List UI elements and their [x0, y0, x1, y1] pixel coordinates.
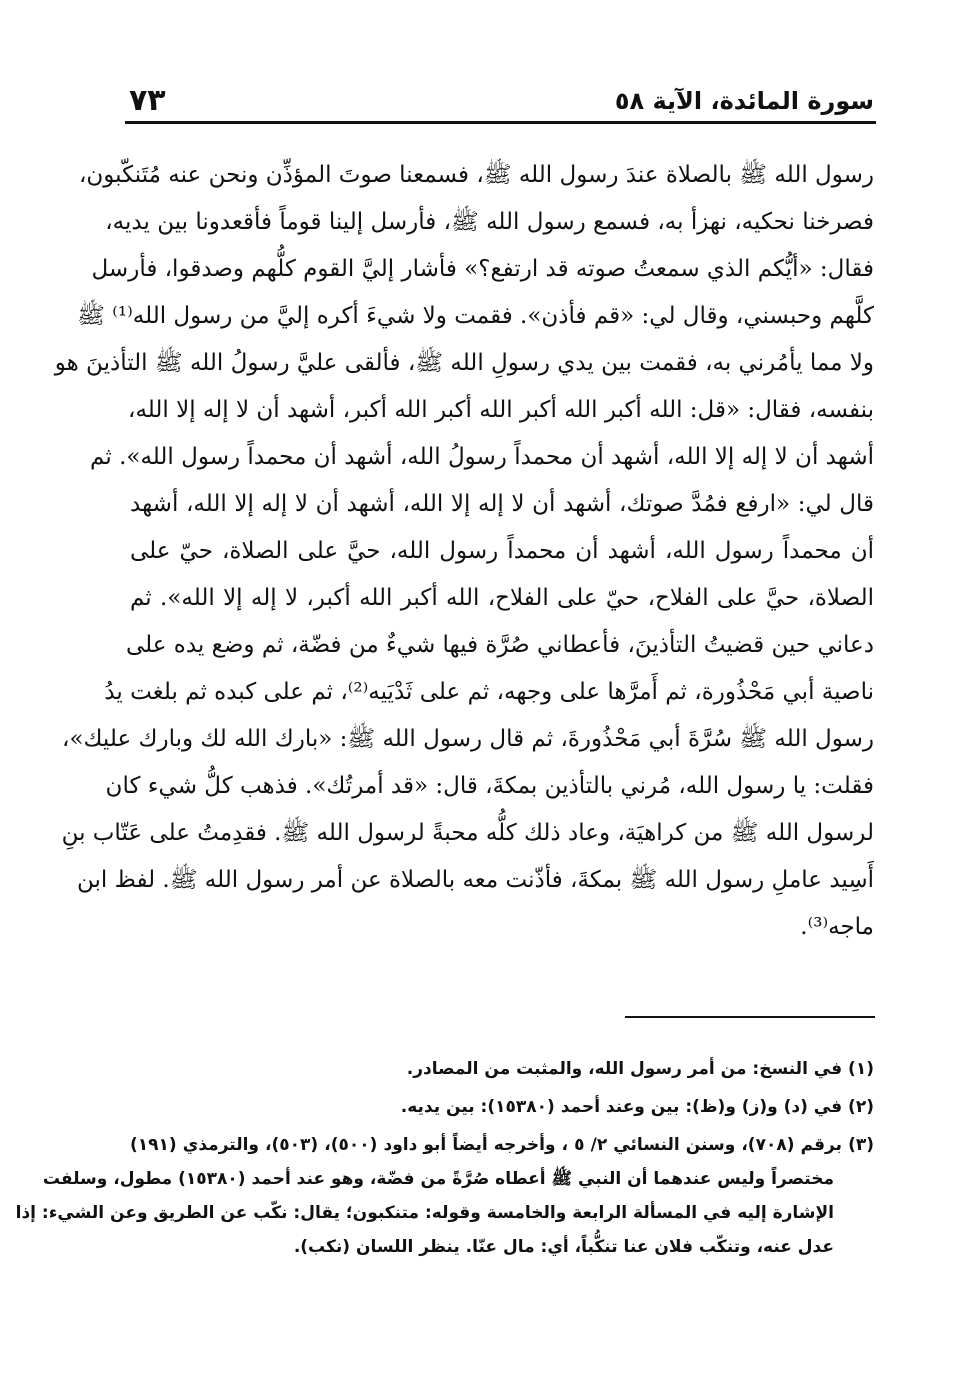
- page-header: [125, 78, 876, 124]
- text-line: رسول الله ﷺ سُرَّةَ أبي مَحْذُورةَ، ثم قال رسول الله ﷺ: «بارك الله لك وبارك عليك»،: [62, 726, 874, 752]
- text-line: بنفسه، فقال: «قل: الله أكبر الله أكبر الله أكبر الله أكبر، أشهد أن لا إله إلا الله،: [128, 397, 874, 423]
- text-line: أَسِيد عاملِ رسول الله ﷺ بمكةَ، فأذّنت معه بالصلاة عن أمر رسول الله ﷺ. لفظ ابن: [77, 867, 874, 893]
- text-line: أن محمداً رسول الله، أشهد أن محمداً رسول الله، حيَّ على الصلاة، حيّ على: [130, 538, 874, 564]
- footnote-1: (١) في النسخ: من أمر رسول الله، والمثبت من المصادر.: [406, 1059, 874, 1079]
- text-line: الصلاة، حيَّ على الفلاح، حيّ على الفلاح، الله أكبر الله أكبر، لا إله إلا الله». ثم: [130, 585, 874, 611]
- footnote-2: (٢) في (د) و(ز) و(ظ): بين وعند أحمد (١٥٣٨٠): بين يديه.: [400, 1097, 874, 1117]
- footnote-separator: [625, 1016, 875, 1018]
- text-line: فقلت: يا رسول الله، مُرني بالتأذين بمكةَ، قال: «قد أمرتُك». فذهب كلُّ شيء كان: [105, 773, 874, 799]
- text-line: فقال: «أيُّكم الذي سمعتُ صوته قد ارتفع؟» فأشار إليَّ القوم كلُّهم وصدقوا، فأرسل: [91, 256, 874, 282]
- text-line: ماجه⁽³⁾.: [800, 914, 874, 940]
- header-rule: [125, 121, 876, 124]
- text-line: لرسول الله ﷺ من كراهيَة، وعاد ذلك كلُّه محبةً لرسول الله ﷺ. فقدِمتُ على عَتّاب بنِ: [61, 820, 874, 846]
- page-number: ٧٣: [129, 83, 166, 118]
- main-text: [54, 152, 874, 951]
- text-line: رسول الله ﷺ بالصلاة عندَ رسول الله ﷺ، فسمعنا صوتَ المؤذِّن ونحن عنه مُتَنكّبون،: [78, 162, 874, 188]
- footnotes: [15, 1052, 875, 1264]
- text-line: كلَّهم وحبسني، وقال لي: «قم فأذن». فقمت ولا شيءَ أكره إليَّ من رسول الله⁽¹⁾ ﷺ: [77, 303, 874, 329]
- text-line: دعاني حين قضيتُ التأذينَ، فأعطاني صُرَّة فيها شيءٌ من فضّة، ثم وضع يده على: [125, 632, 874, 658]
- text-line: ناصية أبي مَحْذُورة، ثم أَمرَّها على وجهه، ثم على ثَدْيَيه⁽²⁾، ثم على كبده ثم بلغت يدُ: [104, 679, 874, 705]
- footnote-3-continuation: مختصراً وليس عندهما أن النبي ﷺ أعطاه صُرَّةً من فضّة، وهو عند أحمد (١٥٣٨٠) مطول، وسلفت: [42, 1169, 834, 1189]
- text-line: ولا مما يأمُرني به، فقمت بين يدي رسولِ الله ﷺ، فألقى عليَّ رسولُ الله ﷺ التأذينَ هو: [54, 350, 874, 376]
- text-line: أشهد أن لا إله إلا الله، أشهد أن محمداً رسولُ الله، أشهد أن محمداً رسول الله». ثم: [90, 444, 874, 470]
- footnote-3: (٣) برقم (٧٠٨)، وسنن النسائي ٢/ ٥ ، وأخرجه أيضاً أبو داود (٥٠٠)، (٥٠٣)، والترمذي (١٩١): [130, 1135, 875, 1155]
- text-line: قال لي: «ارفع فمُدَّ صوتك، أشهد أن لا إله إلا الله، أشهد أن لا إله إلا الله، أشهد: [130, 491, 874, 517]
- text-line: فصرخنا نحكيه، نهزأ به، فسمع رسول الله ﷺ، فأرسل إلينا قوماً فأقعدونا بين يديه،: [105, 209, 874, 235]
- running-head: سورة المائدة، الآية ٥٨: [614, 87, 874, 115]
- footnote-3-continuation: عدل عنه، وتنكّب فلان عنا تنكُّباً، أي: مال عنّا. ينظر اللسان (نكب).: [293, 1237, 834, 1257]
- footnote-3-continuation: الإشارة إليه في المسألة الرابعة والخامسة وقوله: متنكبون؛ يقال: نكّب عن الطريق وعن الشيء: إذا: [15, 1203, 834, 1223]
